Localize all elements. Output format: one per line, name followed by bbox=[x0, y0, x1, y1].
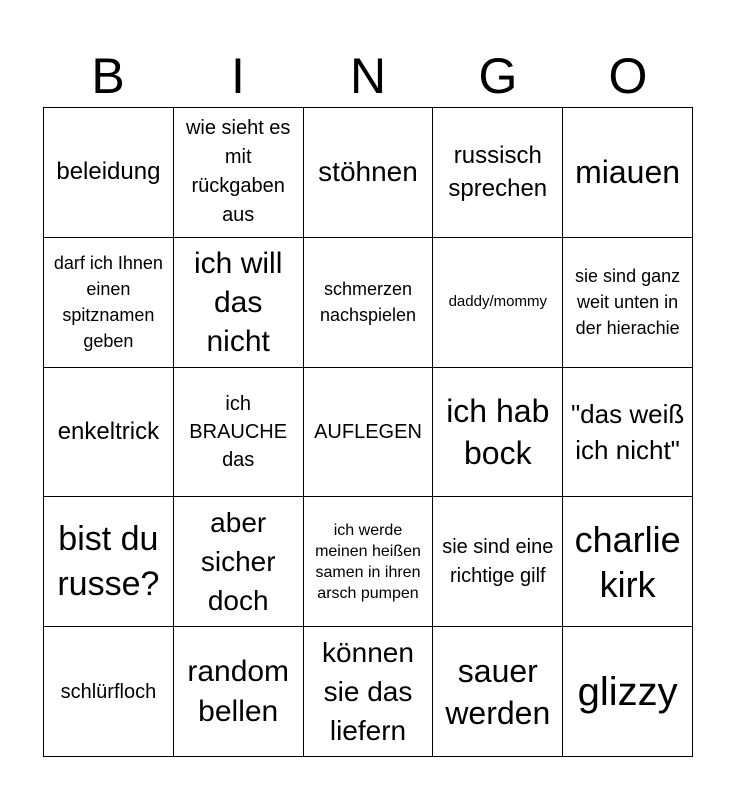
cell-label: ich BRAUCHE das bbox=[189, 392, 288, 471]
bingo-cell-r4c2[interactable] bbox=[174, 497, 304, 627]
bingo-cell-r3c1[interactable] bbox=[44, 368, 174, 498]
bingo-cell-r2c4[interactable] bbox=[433, 238, 563, 368]
bingo-card-grid bbox=[43, 107, 693, 757]
bingo-header bbox=[43, 46, 693, 106]
bingo-cell-r4c5[interactable] bbox=[563, 497, 693, 627]
cell-label: ich will das nicht bbox=[194, 246, 283, 358]
cell-label: sauer werden bbox=[445, 652, 551, 731]
cell-label: darf ich Ihnen einen spitznamen geben bbox=[53, 253, 163, 352]
bingo-cell-r3c4[interactable] bbox=[433, 368, 563, 498]
header-letter-b: B bbox=[91, 48, 125, 104]
bingo-cell-r1c1[interactable] bbox=[44, 108, 174, 238]
cell-label: charlie kirk bbox=[574, 518, 681, 605]
cell-label: schlürfloch bbox=[60, 680, 157, 703]
cell-label: miauen bbox=[575, 154, 681, 191]
cell-label: schmerzen nachspielen bbox=[319, 279, 417, 326]
bingo-cell-r3c2[interactable] bbox=[174, 368, 304, 498]
cell-label: stöhnen bbox=[318, 156, 418, 188]
cell-label: russisch sprechen bbox=[448, 142, 548, 203]
cell-label: aber sicher doch bbox=[200, 507, 276, 617]
cell-label: sie sind ganz weit unten in der hierachie bbox=[575, 266, 681, 339]
bingo-cell-r3c5[interactable] bbox=[563, 368, 693, 498]
bingo-cell-r1c3[interactable] bbox=[304, 108, 434, 238]
bingo-cell-r2c3[interactable] bbox=[304, 238, 434, 368]
bingo-cell-r5c3[interactable] bbox=[304, 627, 434, 757]
bingo-cell-r5c2[interactable] bbox=[174, 627, 304, 757]
bingo-cell-r2c5[interactable] bbox=[563, 238, 693, 368]
bingo-cell-r1c4[interactable] bbox=[433, 108, 563, 238]
cell-label: beleidung bbox=[56, 158, 161, 186]
bingo-cell-r4c1[interactable] bbox=[44, 497, 174, 627]
cell-label: enkeltrick bbox=[57, 417, 160, 445]
bingo-cell-r4c3[interactable] bbox=[304, 497, 434, 627]
cell-label: daddy/mommy bbox=[448, 293, 547, 311]
bingo-cell-r3c3[interactable] bbox=[304, 368, 434, 498]
cell-label: "das weiß ich nicht" bbox=[570, 398, 685, 465]
bingo-cell-r5c4[interactable] bbox=[433, 627, 563, 757]
header-letter-n: N bbox=[349, 48, 387, 104]
cell-label: random bellen bbox=[187, 654, 290, 728]
cell-label: glizzy bbox=[577, 669, 678, 714]
header-letter-g: G bbox=[478, 48, 518, 104]
bingo-cell-r1c2[interactable] bbox=[174, 108, 304, 238]
bingo-cell-r5c1[interactable] bbox=[44, 627, 174, 757]
cell-label: können sie das liefern bbox=[322, 637, 414, 747]
cell-label: ich hab bock bbox=[446, 392, 550, 471]
header-letter-i: I bbox=[231, 48, 245, 104]
header-letter-o: O bbox=[608, 48, 648, 104]
cell-label: sie sind eine richtige gilf bbox=[442, 535, 554, 587]
cell-label: bist du russe? bbox=[57, 519, 160, 603]
bingo-cell-r4c4[interactable] bbox=[433, 497, 563, 627]
bingo-cell-r2c1[interactable] bbox=[44, 238, 174, 368]
bingo-cell-r1c5[interactable] bbox=[563, 108, 693, 238]
bingo-cell-r5c5[interactable] bbox=[563, 627, 693, 757]
bingo-cell-r2c2[interactable] bbox=[174, 238, 304, 368]
cell-label: wie sieht es mit rückgaben aus bbox=[185, 117, 291, 227]
cell-label: AUFLEGEN bbox=[314, 420, 422, 443]
cell-label: ich werde meinen heißen samen in ihren arsch pumpen bbox=[315, 521, 421, 602]
